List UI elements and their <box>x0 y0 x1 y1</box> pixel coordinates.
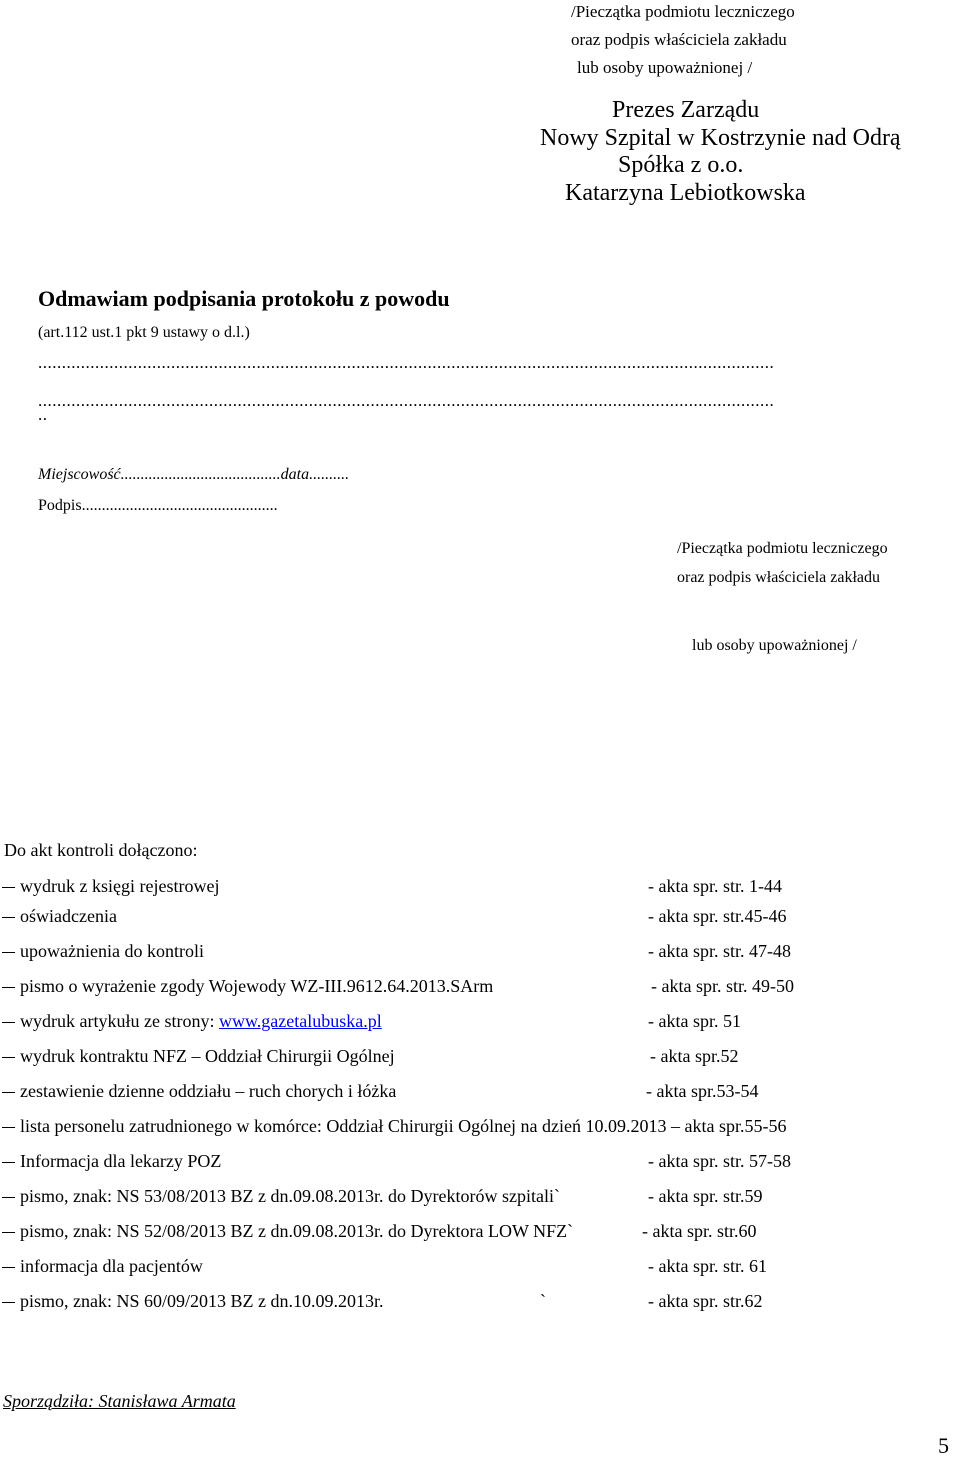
dash-bullet <box>2 1022 15 1023</box>
attachment-reference: - akta spr.52 <box>650 1046 739 1066</box>
dash-bullet <box>2 917 15 918</box>
attachment-title-prefix: wydruk artykułu ze strony: <box>20 1011 219 1031</box>
attachment-title: zestawienie dzienne oddziału – ruch chorych i łóżka <box>20 1081 397 1101</box>
dash-bullet <box>2 1127 15 1128</box>
attachment-reference: - akta spr. str.45-46 <box>648 906 787 926</box>
attachment-title: oświadczenia <box>20 906 117 926</box>
list-item <box>0 1186 960 1210</box>
attachment-reference: - akta spr. str. 47-48 <box>648 941 791 961</box>
dash-bullet <box>2 1197 15 1198</box>
attachment-title: pismo o wyrażenie zgody Wojewody WZ-III.9612.64.2013.SArm <box>20 976 494 996</box>
dash-bullet <box>2 1267 15 1268</box>
list-item <box>0 1011 960 1035</box>
top-stamp-line-2: oraz podpis właściciela zakładu <box>571 30 787 49</box>
attachment-reference: - akta spr.53-54 <box>646 1081 759 1101</box>
bottom-stamp-line-1: /Pieczątka podmiotu leczniczego <box>677 540 888 557</box>
attachment-title: pismo, znak: NS 53/08/2013 BZ z dn.09.08.2013r. do Dyrektorów szpitali` <box>20 1186 560 1206</box>
list-item <box>0 1221 960 1245</box>
top-stamp-line-1: /Pieczątka podmiotu leczniczego <box>571 2 795 21</box>
attachment-reference: - akta spr. 51 <box>648 1011 741 1031</box>
attachment-title: upoważnienia do kontroli <box>20 941 204 961</box>
attachment-reference: - akta spr. str.60 <box>642 1221 757 1241</box>
dash-bullet <box>2 1302 15 1303</box>
list-item <box>0 1116 960 1140</box>
attachment-title <box>20 1011 382 1032</box>
attachment-reference: - akta spr. str.59 <box>648 1186 763 1206</box>
refusal-title: Odmawiam podpisania protokołu z powodu <box>38 286 450 311</box>
page-number: 5 <box>938 1433 949 1458</box>
list-item <box>0 1151 960 1175</box>
refusal-legal-basis: (art.112 ust.1 pkt 9 ustawy o d.l.) <box>38 324 250 341</box>
addressee-line-1: Prezes Zarządu <box>612 97 760 123</box>
attachment-reference: - akta spr. str. 57-58 <box>648 1151 791 1171</box>
list-item <box>0 906 960 930</box>
attachment-reference: - akta spr. str. 49-50 <box>651 976 794 996</box>
list-item <box>0 1291 960 1315</box>
bottom-stamp-line-3: lub osoby upoważnionej / <box>692 637 857 654</box>
top-stamp-line-3: lub osoby upoważnionej / <box>577 58 753 77</box>
list-item <box>0 976 960 1000</box>
addressee-line-4: Katarzyna Lebiotkowska <box>565 180 806 206</box>
attachments-heading: Do akt kontroli dołączono: <box>4 840 198 860</box>
list-item <box>0 941 960 965</box>
dash-bullet <box>2 1057 15 1058</box>
reason-line-3: .. <box>38 405 48 424</box>
addressee-line-2: Nowy Szpital w Kostrzynie nad Odrą <box>540 125 901 151</box>
bottom-stamp-line-2: oraz podpis właściciela zakładu <box>677 569 881 586</box>
signature-field: Podpis................................................. <box>38 497 278 514</box>
reason-line-2: ........................................................................................................................................................... <box>38 391 775 410</box>
attachment-title: lista personelu zatrudnionego w komórce: Oddział Chirurgii Ogólnej na dzień 10.09.2013 – akta spr.55-56 <box>20 1116 787 1136</box>
dash-bullet <box>2 952 15 953</box>
backtick-mark: ` <box>540 1291 546 1311</box>
list-item <box>0 876 960 900</box>
dash-bullet <box>2 1232 15 1233</box>
dash-bullet <box>2 1092 15 1093</box>
addressee-line-3: Spółka z o.o. <box>618 152 744 178</box>
attachment-title: Informacja dla lekarzy POZ <box>20 1151 222 1171</box>
reason-line-1: ........................................................................................................................................................... <box>38 353 775 372</box>
attachment-reference: - akta spr. str.62 <box>648 1291 763 1311</box>
dash-bullet <box>2 1162 15 1163</box>
attachment-title: pismo, znak: NS 60/09/2013 BZ z dn.10.09.2013r. <box>20 1291 384 1311</box>
list-item <box>0 1046 960 1070</box>
list-item <box>0 1081 960 1105</box>
attachment-reference: - akta spr. str. 61 <box>648 1256 767 1276</box>
attachment-title: informacja dla pacjentów <box>20 1256 203 1276</box>
prepared-by: Sporządziła: Stanisława Armata <box>3 1391 236 1411</box>
dash-bullet <box>2 887 15 888</box>
place-date-field: Miejscowość........................................data.......... <box>38 466 350 483</box>
gazeta-lubuska-link[interactable]: www.gazetalubuska.pl <box>218 1011 382 1031</box>
attachment-reference: - akta spr. str. 1-44 <box>648 876 782 896</box>
dash-bullet <box>2 987 15 988</box>
list-item <box>0 1256 960 1280</box>
attachment-title: wydruk z księgi rejestrowej <box>20 876 220 896</box>
attachment-title: wydruk kontraktu NFZ – Oddział Chirurgii Ogólnej <box>20 1046 395 1066</box>
attachment-title: pismo, znak: NS 52/08/2013 BZ z dn.09.08.2013r. do Dyrektora LOW NFZ` <box>20 1221 574 1241</box>
